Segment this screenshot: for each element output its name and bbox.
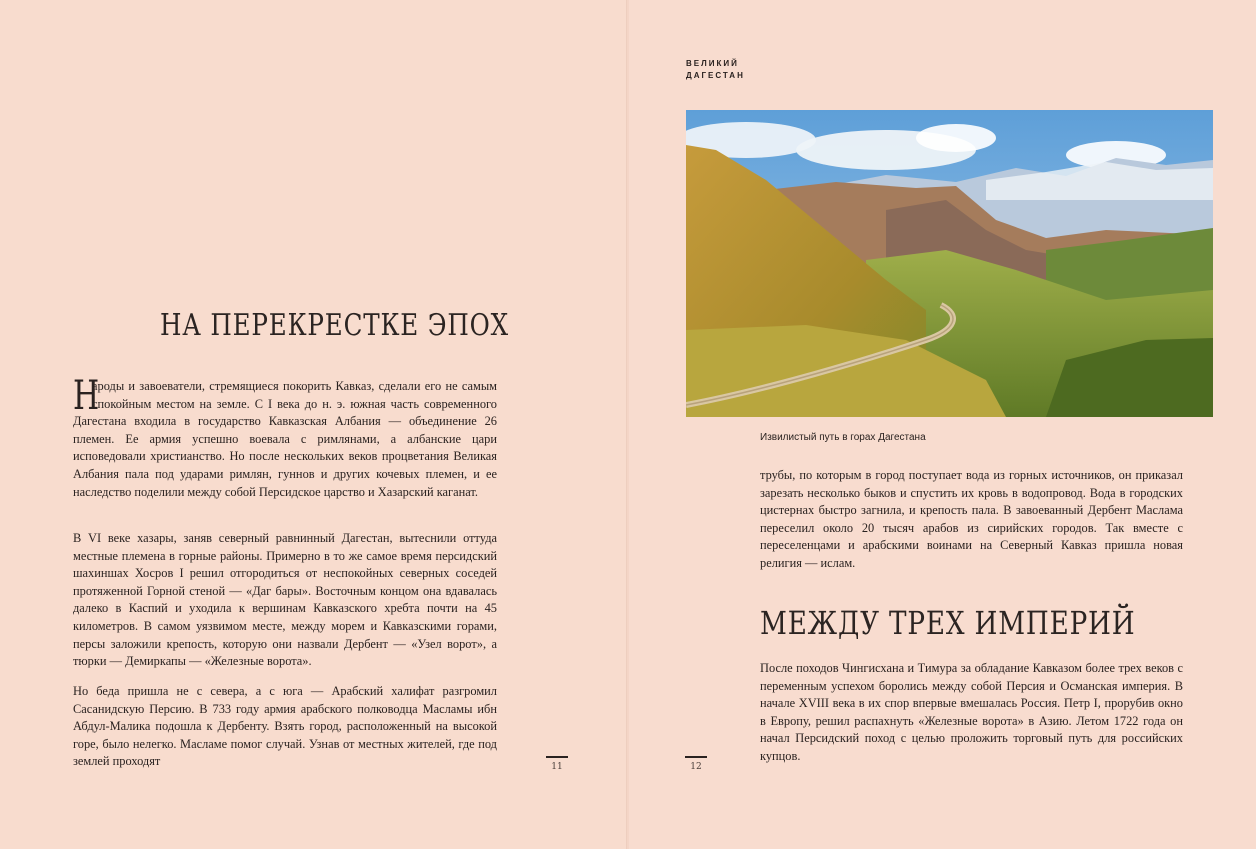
folio-rule xyxy=(546,756,568,758)
folio-rule xyxy=(685,756,707,758)
paragraph-continued: трубы, по которым в город поступает вода из горных источников, он приказал зарезать несколько быков и спустить их кровь в водопровод. Вода в городских цистернах быстро загнила, и крепость пала. В завоеванный Дербент Маслама переселил около 20 тысяч арабов из сирийских городов. Так вместе с переселенцами и арабскими воинами на Северный Кавказ пришла новая религия — ислам. xyxy=(760,468,1183,570)
photo-caption: Извилистый путь в горах Дагестана xyxy=(760,432,926,443)
drop-cap: Н xyxy=(73,373,100,419)
page-number xyxy=(685,756,707,772)
paragraph-3: Но беда пришла не с севера, а с юга — Арабский халифат разгромил Сасанидскую Персию. В 733 году армия арабского полководца Масламы ибн Абдул-Малика подошла к Дербенту. Взять город, расположенный на высокой горе, было нелегко. Масламе помог случай. Узнав от местных жителей, где под землей проходят xyxy=(73,684,497,769)
right-page xyxy=(629,0,1256,849)
paragraph-1 xyxy=(73,373,497,501)
mountain-road-photo xyxy=(686,110,1213,417)
paragraph-1-text: ароды и завоеватели, стремящиеся покорить Кавказ, сделали его не самым спокойным местом на земле. С I века до н. э. южная часть современного Дагестана входила в государство Кавказская Албания — объединение 26 племен. Ее армия успешно воевала с римлянами, а албанские цари исповедовали христианство. Но после нескольких веков процветания Великая Албания пала под ударами римлян, гуннов и других кочевых племен, и ее наследство поделили между собой Персидское царство и Хазарский каганат. xyxy=(73,379,497,499)
left-page xyxy=(0,0,627,849)
running-head-line-1: ВЕЛИКИЙ xyxy=(686,59,739,68)
running-head-line-2: ДАГЕСТАН xyxy=(686,71,745,80)
running-head xyxy=(686,58,745,82)
paragraph-2: В VI веке хазары, заняв северный равнинный Дагестан, вытеснили оттуда местные племена в горные районы. Примерно в то же самое время персидский шахиншах Хосров I решил отгородиться от неспокойных северных соседей протяженной Горной стеной — «Даг бары». Восточным концом она вдавалась далеко в Каспий и уходила к вершинам Кавказского хребта почти на 45 километров. В самом уязвимом месте, между морем и Кавказскими горами, персы заложили крепость, которую они назвали Дербент — «Узел ворот», а тюрки — Демиркапы — «Железные ворота». xyxy=(73,531,497,669)
section-title-three-empires: МЕЖДУ ТРЕХ ИМПЕРИЙ xyxy=(760,604,1136,642)
paragraph-empires: После походов Чингисхана и Тимура за обладание Кавказом более трех веков с переменным успехом боролись между собой Персия и Османская империя. В начале XVIII века в их спор впервые вмешалась Россия. Петр I, прорубив окно в Европу, решил распахнуть «Железные ворота» в Азию. Летом 1722 года он начал Персидский поход с целью проложить торговый путь для российских купцов. xyxy=(760,661,1183,763)
page-number-text: 11 xyxy=(551,762,563,772)
page-number xyxy=(546,756,568,772)
section-title-crossroads: НА ПЕРЕКРЕСТКЕ ЭПОХ xyxy=(160,308,509,343)
page-number-text: 12 xyxy=(690,762,702,772)
